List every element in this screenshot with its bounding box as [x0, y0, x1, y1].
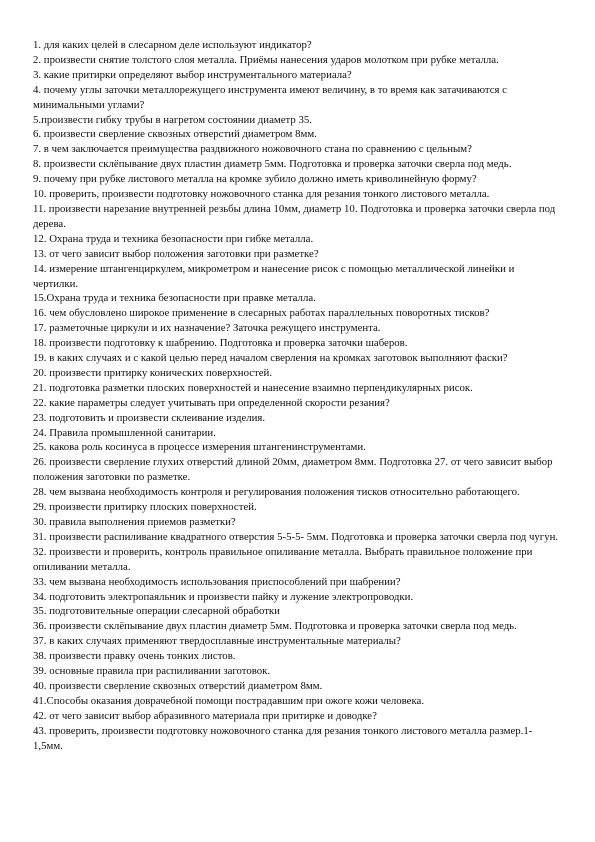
- question-item: 15.Охрана труда и техника безопасности при правке металла.: [33, 292, 316, 305]
- question-item: 1. для каких целей в слесарном деле используют индикатор?: [33, 39, 312, 51]
- question-list: [33, 38, 561, 754]
- question-item: 32. произвести и проверить, контроль правильное опиливание металла. Выбрать правильное положение при опиливании металла.: [33, 545, 533, 573]
- question-item: 24. Правила промышленной санитарии.: [33, 426, 216, 439]
- question-item: 19. в каких случаях и с какой целью перед началом сверления на кромках заготовок выполняют фаски?: [33, 352, 508, 365]
- question-item: 36. произвести склёпывание двух пластин диаметр 5мм. Подготовка и проверка заточки сверла под медь.: [33, 620, 517, 633]
- question-item: 17. разметочные циркули и их назначение? Заточка режущего инструмента.: [33, 322, 381, 335]
- question-item: 23. подготовить и произвести склеивание изделия.: [33, 411, 266, 424]
- question-item: 5.произвести гибку трубы в нагретом состоянии диаметр 35.: [33, 113, 312, 126]
- question-item: 34. подготовить электропаяльник и произвести пайку и лужение электропроводки.: [33, 590, 414, 603]
- question-item: 12. Охрана труда и техника безопасности при гибке металла.: [33, 232, 314, 245]
- question-item: 30. правила выполнения приемов разметки?: [33, 516, 236, 528]
- question-item: 13. от чего зависит выбор положения заготовки при разметке?: [33, 247, 319, 260]
- question-item: 42. от чего зависит выбор абразивного материала при притирке и доводке?: [33, 709, 377, 722]
- question-item: 35. подготовительные операции слесарной обработки: [33, 605, 280, 618]
- question-item: 33. чем вызвана необходимость использования приспособлений при шабрении?: [33, 575, 401, 588]
- question-item: 4. почему углы заточки металлорежущего инструмента имеют величину, в то время как затачиваются с минимальными углами?: [33, 83, 507, 111]
- question-item: 14. измерение штангенциркулем, микрометром и нанесение рисок с помощью металлической линейки и чертилки.: [33, 262, 515, 290]
- question-item: 43. проверить, произвести подготовку ножовочного станка для резания тонкого листового металла размер.1- 1,5мм.: [33, 724, 533, 752]
- question-item: 8. произвести склёпывание двух пластин диаметр 5мм. Подготовка и проверка заточки сверла под медь.: [33, 158, 512, 171]
- question-item: 39. основные правила при распиливании заготовок.: [33, 665, 271, 678]
- question-item: 22. какие параметры следует учитывать при определенной скорости резания?: [33, 396, 390, 409]
- question-item: 9. почему при рубке листового металла на кромке зубило должно иметь криволинейную форму?: [33, 173, 477, 186]
- question-item: 6. произвести сверление сквозных отверстий диаметром 8мм.: [33, 128, 317, 141]
- question-item: 41.Способы оказания доврачебной помощи пострадавшим при ожоге кожи человека.: [33, 694, 425, 707]
- question-item: 25. какова роль косинуса в процессе измерения штангенинструментами.: [33, 441, 366, 454]
- question-item: 16. чем обусловлено широкое применение в слесарных работах параллельных поворотных тисков?: [33, 307, 490, 320]
- question-item: 3. какие притирки определяют выбор инструментального материала?: [33, 68, 352, 81]
- question-item: 21. подготовка разметки плоских поверхностей и нанесение взаимно перпендикулярных рисок.: [33, 381, 473, 394]
- question-item: 40. произвести сверление сквозных отверстий диаметром 8мм.: [33, 679, 323, 692]
- question-item: 37. в каких случаях применяют твердосплавные инструментальные материалы?: [33, 635, 401, 648]
- question-item: 20. произвести притирку конических поверхностей.: [33, 366, 273, 379]
- question-item: 7. в чем заключается преимущества раздвижного ножовочного стана по сравнению с цельным?: [33, 143, 472, 156]
- question-item: 11. произвести нарезание внутренней резьбы длина 10мм, диаметр 10. Подготовка и проверка заточки сверла под дерева.: [33, 202, 556, 230]
- question-item: 18. произвести подготовку к шабрению. Подготовка и проверка заточки шаберов.: [33, 337, 408, 350]
- question-item: 28. чем вызвана необходимость контроля и регулирования положения тисков относительно работающего.: [33, 486, 520, 499]
- question-item: 26. произвести сверление глухих отверстий длиной 20мм, диаметром 8мм. Подготовка 27. от чего зависит выбор положения заготовки по разметке.: [33, 456, 553, 484]
- question-item: 29. произвести притирку плоских поверхностей.: [33, 501, 257, 514]
- question-item: 2. произвести снятие толстого слоя металла. Приёмы нанесения ударов молотком при рубке металла.: [33, 53, 499, 66]
- question-item: 31. произвести распиливание квадратного отверстия 5-5-5- 5мм. Подготовка и проверка заточки сверла под чугун.: [33, 530, 559, 543]
- question-item: 10. проверить, произвести подготовку ножовочного станка для резания тонкого листового металла.: [33, 188, 490, 201]
- question-item: 38. произвести правку очень тонких листов.: [33, 650, 236, 663]
